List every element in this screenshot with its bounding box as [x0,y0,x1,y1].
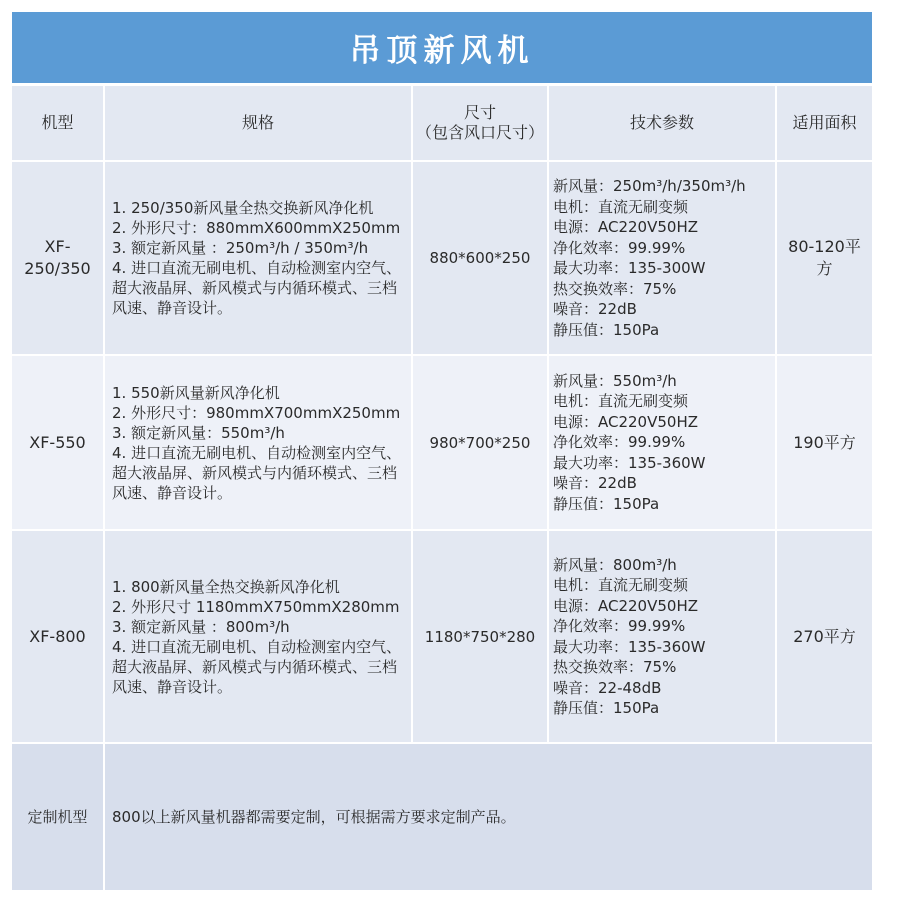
row-3-tech-line: 净化效率：99.99% [553,617,686,635]
row-2-tech-line: 电源：AC220V50HZ [553,412,699,431]
row-2-spec-line: 4. 进口直流无刷电机、自动检测室内空气、超大液晶屏、新风模式与内循环模式、三档风速、静音设计。 [112,443,402,502]
row-3-tech [553,531,775,742]
title-bar [12,12,872,83]
row-1-tech-line: 最大功率：135-300W [553,259,706,277]
row-3-tech-line: 电机：直流无刷变频 [553,576,689,594]
spec-sheet [12,12,872,890]
row-1-tech-line: 热交换效率：75% [553,279,677,298]
header-spec: 规格 [241,113,274,132]
row-2-spec-line: 3. 额定新风量：550m³/h [112,423,285,442]
row-1-model: XF- 250/350 [24,237,91,278]
row-2-tech [553,356,775,529]
row-2-tech-line: 噪音：22dB [553,474,637,493]
row-2-tech-line: 净化效率：99.99% [553,433,686,452]
header-size-label: 尺寸 [463,103,496,122]
row-2-spec-line: 2. 外形尺寸：980mmX700mmX250mm [112,403,401,422]
header-size-note: （包含风口尺寸） [415,123,544,142]
row-3-spec-line: 2. 外形尺寸 1180mmX750mmX280mm [112,597,400,616]
row-1-spec-line: 2. 外形尺寸：880mmX600mmX250mm [112,219,401,237]
row-1-tech-line: 静压值：150Pa [553,320,660,339]
row-3-tech-line: 新风量：800m³/h [553,555,677,574]
row-3-spec-line: 1. 800新风量全热交换新风净化机 [112,577,340,596]
row-1-size: 880*600*250 [429,249,531,267]
header-model: 机型 [41,113,74,132]
row-2-size: 980*700*250 [429,433,531,452]
row-2-area: 190平方 [793,432,856,452]
row-3-tech-line: 热交换效率：75% [553,658,677,676]
page-title: 吊顶新风机 [349,33,535,69]
row-2-tech-line: 最大功率：135-360W [553,453,706,472]
custom-label: 定制机型 [27,808,88,826]
header-area: 适用面积 [792,113,857,132]
row-3-area: 270平方 [793,626,856,646]
header-tech: 技术参数 [629,113,694,132]
grid-line [547,86,549,742]
row-2-tech-line: 静压值：150Pa [553,494,660,513]
row-3-spec [112,531,410,742]
row-1-tech-line: 新风量：250m³/h/350m³/h [553,177,746,195]
row-1-tech-line: 净化效率：99.99% [553,238,686,257]
row-3-tech-line: 最大功率：135-360W [553,637,706,656]
header-size [413,86,547,160]
row-2-tech-line: 电机：直流无刷变频 [553,392,689,411]
row-3-size: 1180*750*280 [424,627,536,646]
row-3-spec-line: 4. 进口直流无刷电机、自动检测室内空气、超大液晶屏、新风模式与内循环模式、三档风速、静音设计。 [112,637,402,696]
row-3-tech-line: 电源：AC220V50HZ [553,596,699,615]
custom-text: 800以上新风量机器都需要定制，可根据需方要求定制产品。 [112,808,516,826]
row-1-tech-line: 电源：AC220V50HZ [553,218,699,236]
row-1-spec [112,162,410,354]
row-1-tech [553,162,775,354]
row-3-spec-line: 3. 额定新风量 ：800m³/h [112,617,290,636]
row-2-tech-line: 新风量：550m³/h [553,371,677,390]
row-1-spec-line: 3. 额定新风量 ：250m³/h / 350m³/h [112,239,369,257]
row-1-spec-line: 1. 250/350新风量全热交换新风净化机 [112,199,374,217]
row-3-model: XF-800 [29,626,86,646]
row-2-model: XF-550 [29,432,86,452]
row-2-spec-line: 1. 550新风量新风净化机 [112,383,280,402]
row-1-tech-line: 电机：直流无刷变频 [553,197,689,216]
row-3-tech-line: 静压值：150Pa [553,699,660,717]
row-2-spec [112,356,410,529]
row-1-area: 80-120平 方 [788,237,861,278]
row-1-spec-line: 4. 进口直流无刷电机、自动检测室内空气、超大液晶屏、新风模式与内循环模式、三档风速、静音设计。 [112,259,402,317]
row-3-tech-line: 噪音：22-48dB [553,678,662,697]
row-1-tech-line: 噪音：22dB [553,300,637,318]
